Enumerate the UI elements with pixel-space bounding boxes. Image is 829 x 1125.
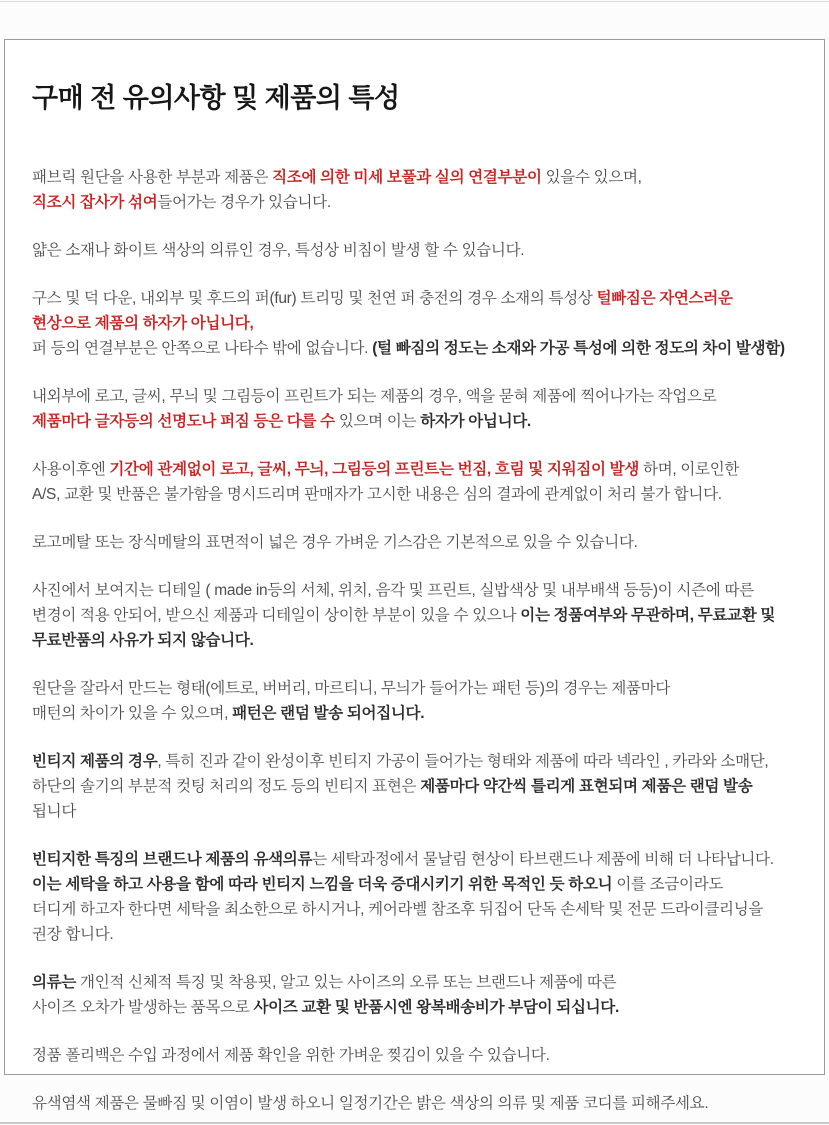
text-segment: 사진에서 보여지는 디테일 ( made in등의 서체, 위치, 음각 및 프린트, 실밥색상 및 내부배색 등등)이 시즌에 따른 xyxy=(32,582,754,599)
text-line xyxy=(32,238,800,263)
text-segment-bold: 이는 세탁을 하고 사용을 함에 따라 빈티지 느낌을 더욱 증대시키기 위한 목적인 듯 하오니 xyxy=(32,876,613,893)
notice-paragraph-wash xyxy=(32,847,800,947)
text-line xyxy=(32,603,800,628)
text-line xyxy=(32,336,800,361)
text-segment-red: 제품마다 글자등의 선명도나 퍼짐 등은 다를 수 xyxy=(32,413,335,430)
text-segment-bold: 하자가 아닙니다. xyxy=(420,413,531,430)
notice-paragraph-dye xyxy=(32,1091,800,1116)
text-line xyxy=(32,749,800,774)
text-segment: 권장 합니다. xyxy=(32,926,114,943)
notice-card xyxy=(4,39,825,1112)
text-segment: 사이즈 오차가 발생하는 품목으로 xyxy=(32,999,254,1016)
text-segment: 원단을 잘라서 만드는 형태(에트로, 버버리, 마르티니, 무늬가 들어가는 패턴 등)의 경우는 제품마다 xyxy=(32,680,671,697)
page-title: 구매 전 유의사항 및 제품의 특성 xyxy=(32,83,400,113)
notice-paragraph-vintage xyxy=(32,749,800,824)
notice-paragraph-down-fur xyxy=(32,286,800,361)
text-segment: 정품 폴리백은 수입 과정에서 제품 확인을 위한 가벼운 찢김이 있을 수 있습니다. xyxy=(32,1047,550,1064)
text-segment-red: 직조에 의한 미세 보풀과 실의 연결부분이 xyxy=(272,169,542,186)
notice-paragraph-fabric xyxy=(32,165,800,215)
notice-paragraph-metal xyxy=(32,530,800,555)
text-segment-bold: 빈티지한 특징의 브랜드나 제품의 유색의류 xyxy=(32,851,313,868)
text-line xyxy=(32,409,800,434)
text-segment-bold: 무료반품의 사유가 되지 않습니다. xyxy=(32,632,254,649)
notice-paragraph-detail xyxy=(32,578,800,653)
text-segment-bold: 패턴은 랜덤 발송 되어집니다. xyxy=(232,705,425,722)
text-segment-bold: 사이즈 교환 및 반품시엔 왕복배송비가 부담이 되십니다. xyxy=(253,999,619,1016)
text-line xyxy=(32,1091,800,1116)
text-segment-bold: (털 빠짐의 정도는 소재와 가공 특성에 의한 정도의 차이 발생함) xyxy=(372,340,785,357)
text-segment-bold: 이는 정품여부와 무관하며, 무료교환 및 xyxy=(520,607,776,624)
text-segment: 내외부에 로고, 글씨, 무늬 및 그림등이 프린트가 되는 제품의 경우, 액을 묻혀 제품에 찍어나가는 작업으로 xyxy=(32,388,717,405)
text-line xyxy=(32,628,800,653)
text-segment-red: 털빠짐은 자연스러운 xyxy=(596,290,733,307)
text-segment-bold: 빈티지 제품의 경우 xyxy=(32,753,158,770)
text-segment: 구스 및 덕 다운, 내외부 및 후드의 퍼(fur) 트리밍 및 천연 퍼 충전의 경우 소재의 특성상 xyxy=(32,290,597,307)
text-segment: 이를 조금이라도 xyxy=(612,876,724,893)
text-line xyxy=(32,286,800,311)
top-divider xyxy=(0,1,829,2)
text-segment: 패브릭 원단을 사용한 부분과 제품은 xyxy=(32,169,273,186)
text-segment-red: 현상으로 제품의 하자가 아닙니다, xyxy=(32,315,254,332)
text-line xyxy=(32,897,800,922)
notice-paragraph-pattern xyxy=(32,676,800,726)
notice-paragraph-polybag xyxy=(32,1043,800,1068)
text-segment-red: 직조시 잡사가 섞여 xyxy=(32,194,158,211)
text-line xyxy=(32,457,800,482)
text-segment: 사용이후엔 xyxy=(32,461,110,478)
bottom-divider xyxy=(0,1122,829,1124)
text-line xyxy=(32,530,800,555)
text-line xyxy=(32,970,800,995)
text-line xyxy=(32,676,800,701)
text-segment: 개인적 신체적 특징 및 착용핏, 알고 있는 사이즈의 오류 또는 브랜드나 제품에 따른 xyxy=(76,974,617,991)
text-segment: 퍼 등의 연결부분은 안쪽으로 나타수 밖에 없습니다. xyxy=(32,340,373,357)
text-segment: 있을수 있으며, xyxy=(541,169,642,186)
text-segment: A/S, 교환 및 반품은 불가함을 명시드리며 판매자가 고시한 내용은 심의 결과에 관계없이 처리 불가 합니다. xyxy=(32,486,722,503)
text-segment: 매턴의 차이가 있을 수 있으며, xyxy=(32,705,233,722)
text-segment: 하단의 솔기의 부분적 컷팅 처리의 정도 등의 빈티지 표현은 xyxy=(32,778,421,795)
text-segment: 하며, 이로인한 xyxy=(639,461,740,478)
text-line xyxy=(32,1043,800,1068)
text-segment: 변경이 적용 안되어, 받으신 제품과 디테일이 상이한 부분이 있을 수 있으나 xyxy=(32,607,521,624)
text-segment: 얇은 소재나 화이트 색상의 의류인 경우, 특성상 비침이 발생 할 수 있습니다. xyxy=(32,242,525,259)
notice-paragraph-sheer xyxy=(32,238,800,263)
text-line xyxy=(32,995,800,1020)
text-line xyxy=(32,774,800,799)
text-line xyxy=(32,701,800,726)
text-line xyxy=(32,311,800,336)
text-segment: 유색염색 제품은 물빠짐 및 이염이 발생 하오니 일정기간은 밝은 색상의 의류 및 제품 코디를 피해주세요. xyxy=(32,1095,709,1112)
text-segment-bold: 제품마다 약간씩 틀리게 표현되며 제품은 랜덤 발송 xyxy=(420,778,753,795)
text-line xyxy=(32,165,800,190)
text-line xyxy=(32,847,800,872)
text-segment: 더디게 하고자 한다면 세탁을 최소한으로 하시거나, 케어라벨 참조후 뒤집어 단독 손세탁 및 전문 드라이클리닝을 xyxy=(32,901,764,918)
text-line xyxy=(32,922,800,947)
notice-paragraph-size xyxy=(32,970,800,1020)
text-line xyxy=(32,799,800,824)
notice-paragraph-print xyxy=(32,384,800,434)
text-segment: 는 세탁과정에서 물날림 현상이 타브랜드나 제품에 비해 더 나타납니다. xyxy=(312,851,774,868)
text-segment: 로고메탈 또는 장식메탈의 표면적이 넓은 경우 가벼운 기스감은 기본적으로 있을 수 있습니다. xyxy=(32,534,638,551)
text-segment: 들어가는 경우가 있습니다. xyxy=(157,194,331,211)
text-segment-red: 기간에 관계없이 로고, 글씨, 무늬, 그림등의 프린트는 번짐, 흐림 및 지워짐이 발생 xyxy=(109,461,640,478)
text-segment: 됩니다 xyxy=(32,803,77,820)
text-segment: , 특히 진과 같이 완성이후 빈티지 가공이 들어가는 형태와 제품에 따라 넥라인 , 카라와 소매단, xyxy=(157,753,769,770)
text-segment-bold: 의류는 xyxy=(32,974,77,991)
text-line xyxy=(32,190,800,215)
notice-paragraph-print-wear xyxy=(32,457,800,507)
text-line xyxy=(32,482,800,507)
text-line xyxy=(32,384,800,409)
text-segment: 있으며 이는 xyxy=(334,413,421,430)
text-line xyxy=(32,578,800,603)
text-line xyxy=(32,872,800,897)
